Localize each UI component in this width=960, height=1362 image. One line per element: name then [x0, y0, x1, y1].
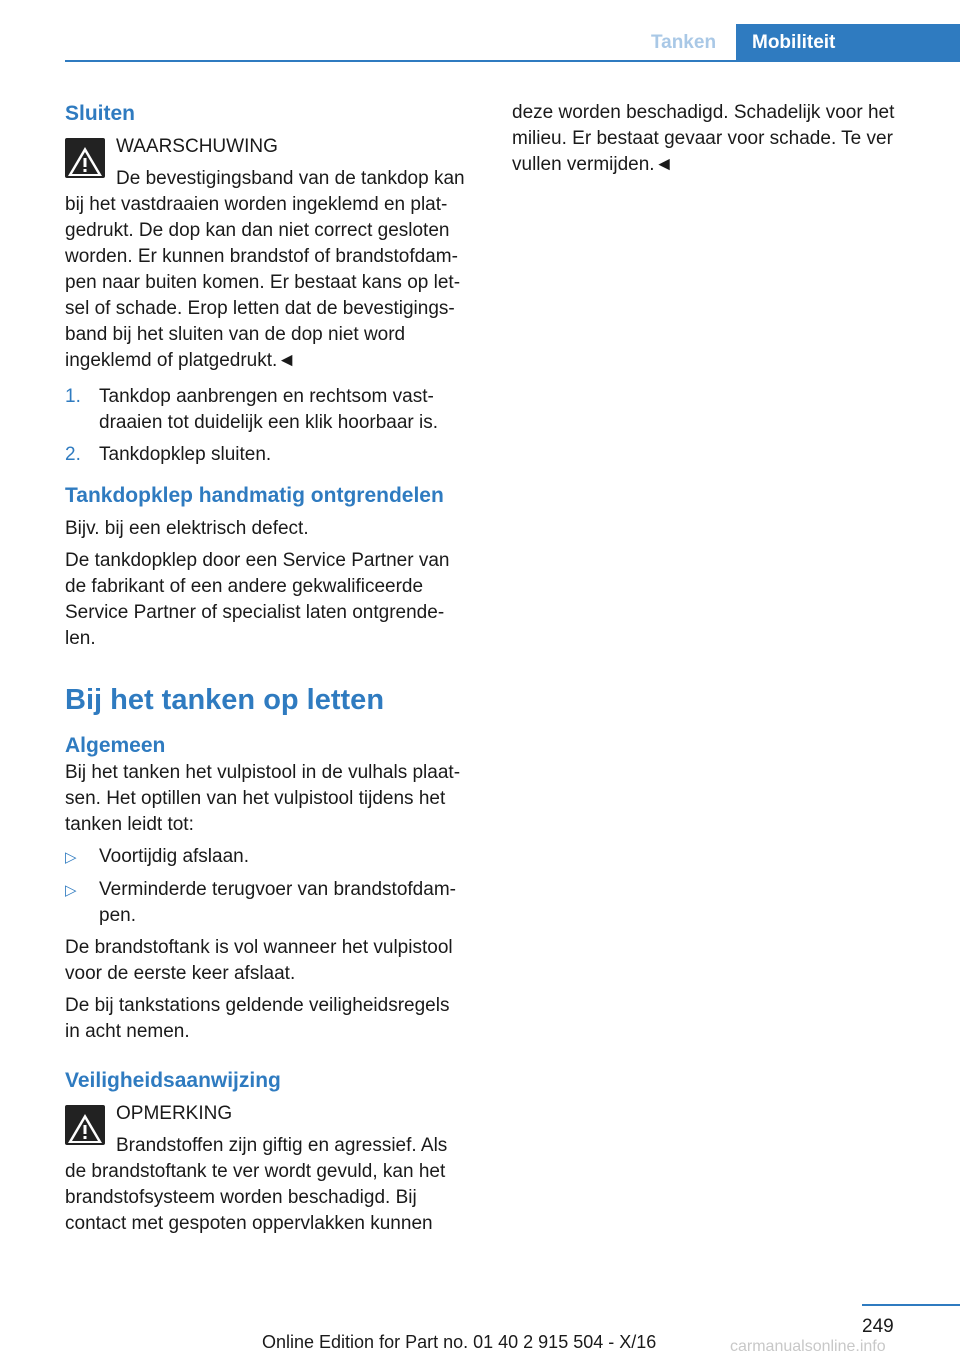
warning-line: brandstofsysteem worden beschadigd. Bij — [65, 1187, 417, 1208]
right-column — [512, 100, 930, 178]
heading-bij-het-tanken: Bij het tanken op letten — [65, 684, 385, 716]
text-line: vullen vermijden.◄ — [512, 154, 674, 175]
left-column — [65, 100, 483, 1237]
warning-line: ingeklemd of platgedrukt.◄ — [65, 350, 297, 371]
text-line: De brandstoftank is vol wanneer het vulpistool — [65, 937, 453, 958]
footer-rule — [862, 1304, 960, 1306]
footer-edition: Online Edition for Part no. 01 40 2 915 504 - X/16 — [262, 1332, 657, 1352]
text-line: voor de eerste keer afslaat. — [65, 963, 296, 984]
paragraph — [65, 760, 483, 838]
text-line: de fabrikant of een andere gekwalificeerde — [65, 576, 424, 597]
warning-line: gedrukt. De dop kan dan niet correct gesloten — [65, 220, 450, 241]
warning-line: De bevestigingsband van de tankdop kan — [116, 168, 465, 189]
warning-continuation — [512, 100, 930, 178]
warning-triangle-icon — [65, 138, 105, 178]
heading-sluiten: Sluiten — [65, 102, 136, 125]
heading-veiligheidsaanwijzing: Veiligheidsaanwijzing — [65, 1069, 281, 1092]
bullet-line: Voortijdig afslaan. — [99, 846, 249, 867]
warning-line: bij het vastdraaien worden ingeklemd en plat‐ — [65, 194, 448, 215]
text-line: De tankdopklep door een Service Partner van — [65, 550, 450, 571]
page-number: 249 — [862, 1316, 894, 1337]
step-line: Tankdopklep sluiten. — [99, 444, 272, 465]
warning-line: de brandstoftank te ver wordt gevuld, kan het — [65, 1161, 446, 1182]
warning-title: OPMERKING — [116, 1103, 233, 1124]
step-line: Tankdop aanbrengen en rechtsom vast‐ — [99, 386, 434, 407]
paragraph — [65, 935, 483, 987]
bullet-list — [65, 844, 483, 929]
text-line: tanken leidt tot: — [65, 814, 194, 835]
triangle-bullet-icon: ▷ — [65, 882, 77, 899]
paragraph: Bijv. bij een elektrisch defect. — [65, 518, 309, 539]
text-line: milieu. Er bestaat gevaar voor schade. Te ver — [512, 128, 893, 149]
warning-line: worden. Er kunnen brandstof of brandstofdam‐ — [65, 246, 458, 267]
text-line: Bij het tanken het vulpistool in de vulhals plaat‐ — [65, 762, 461, 783]
bullet-line: pen. — [99, 905, 136, 926]
warning-line: sel of schade. Erop letten dat de bevestigings‐ — [65, 298, 455, 319]
paragraph — [65, 548, 483, 652]
steps-list — [65, 384, 483, 468]
step-line: draaien tot duidelijk een klik hoorbaar is. — [99, 412, 439, 433]
heading-algemeen: Algemeen — [65, 734, 166, 757]
step-number: 2. — [65, 444, 81, 465]
warning-triangle-icon — [65, 1105, 105, 1145]
triangle-bullet-icon: ▷ — [65, 849, 77, 866]
watermark: carmanualsonline.info — [730, 1338, 886, 1355]
warning-block-1 — [65, 134, 483, 374]
warning-line: Brandstoffen zijn giftig en agressief. Als — [116, 1135, 448, 1156]
text-line: len. — [65, 628, 96, 649]
text-line: De bij tankstations geldende veiligheidsregels — [65, 995, 450, 1016]
paragraph — [65, 993, 483, 1045]
list-item — [65, 442, 483, 468]
warning-title: WAARSCHUWING — [116, 136, 278, 157]
warning-block-2 — [65, 1101, 483, 1237]
list-item — [65, 877, 483, 929]
text-line: Service Partner of specialist laten ontgrende‐ — [65, 602, 445, 623]
warning-line: pen naar buiten komen. Er bestaat kans op let‐ — [65, 272, 461, 293]
text-line: in acht nemen. — [65, 1021, 190, 1042]
step-number: 1. — [65, 386, 81, 407]
text-line: sen. Het optillen van het vulpistool tijdens het — [65, 788, 446, 809]
list-item — [65, 384, 483, 436]
warning-line: contact met gespoten oppervlakken kunnen — [65, 1213, 433, 1234]
header-rule — [65, 60, 960, 62]
list-item — [65, 844, 483, 871]
header-tab-tanken[interactable]: Tanken — [650, 32, 717, 53]
bullet-line: Verminderde terugvoer van brandstofdam‐ — [99, 879, 456, 900]
warning-line: band bij het sluiten van de dop niet word — [65, 324, 406, 345]
text-line: deze worden beschadigd. Schadelijk voor het — [512, 102, 895, 123]
heading-handmatig-ontgrendelen: Tankdopklep handmatig ontgrendelen — [65, 484, 444, 507]
header-tab-mobiliteit[interactable]: Mobiliteit — [736, 24, 960, 62]
